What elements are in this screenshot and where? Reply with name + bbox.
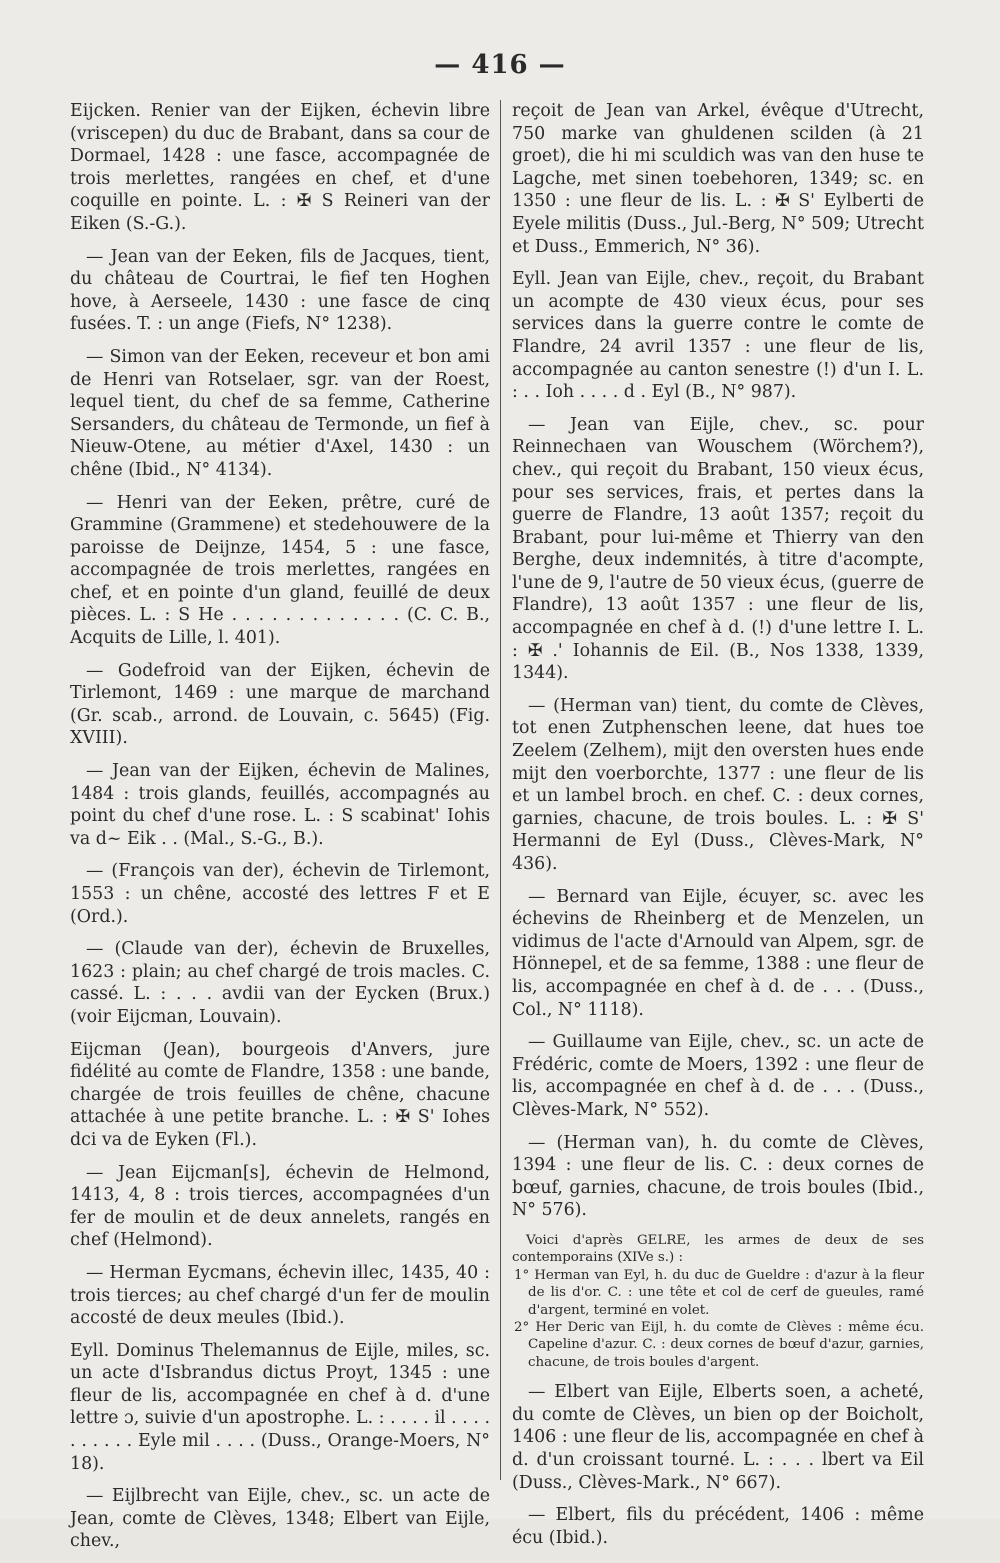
entry-guillaume-van-eijle: — Guillaume van Eijle, chev., sc. un acte de Frédéric, comte de Moers, 1392 : une fleur de lis, accompagnée en chef à d. de . . . (Duss., Clèves-Mark, N° 552). [512,1032,924,1120]
entry-eijcman: Eijcman (Jean), bourgeois d'Anvers, jure fidélité au comte de Flandre, 1358 : une bande, chargée de trois feuilles de chêne, chacune attachée à une petite branche. L. : ✠ S' Iohes dci va de Eyken (Fl.). [70,1039,490,1150]
entry-eijcken: Eijcken. Renier van der Eijken, échevin libre (vriscepen) du duc de Brabant, dans sa cour de Dormael, 1428 : une fasce, accompagnée de trois merlettes, rangées en chef, et d'une coquille en pointe. L. : ✠ S Reineri van der Eiken (S.-G.). [70,101,490,234]
entry-elbert-van-eijle: — Elbert van Eijle, Elberts soen, a acheté, du comte de Clèves, un bien op der Boicholt, 1406 : une fleur de lis, accompagnée en chef à d. d'un croissant tourné. L. : . . . lbert va Eil (Duss., Clèves-Mark., N° 667). [512,1382,924,1493]
entry-herman-eycmans: — Herman Eycmans, échevin illec, 1435, 40 : trois tierces; au chef chargé d'un fer de moulin accosté de deux meules (Ibid.). [70,1262,490,1329]
entry-eyll-thelemannus: Eyll. Dominus Thelemannus de Eijle, miles, sc. un acte d'Isbrandus dictus Proyt, 1345 : une fleur de lis, accompagnée en chef à d. d'une lettre ɔ, suivie d'un apostrophe. L. : . . . . il . . . . . . . . . . Eyle mil . . . . (Duss., Orange-Moers, N° 18). [70,1340,490,1474]
entry-claude-van-der: — (Claude van der), échevin de Bruxelles, 1623 : plain; au chef chargé de trois macles. C. cassé. L. : . . . avdii van der Eycken (Brux.) (voir Eijcman, Louvain). [70,939,490,1027]
gelre-note [512,1232,924,1371]
left-column [70,100,490,1563]
entry-eyll-jean: Eyll. Jean van Eijle, chev., reçoit, du Brabant un acompte de 430 vieux écus, pour ses services dans la guerre contre le comte de Flandre, 24 avril 1357 : une fleur de lis, accompagnée au canton senestre (!) d'un I. L. : . . Ioh . . . . d . Eyl (B., N° 987). [512,269,924,403]
entry-herman-van: — (Herman van) tient, du comte de Clèves, tot enen Zutphenschen leene, dat hues toe Zeelem (Zelhem), mijt den oversten hues ende mijt den voerborchte, 1377 : une fleur de lis et un lambel broch. en chef. C. : deux cornes, garnies, chacune, de trois boules. L. : ✠ S' Hermanni de Eyl (Duss., Clèves-Mark, N° 436). [512,695,924,874]
entry-simon-van-der-eeken: — Simon van der Eeken, receveur et bon ami de Henri van Rotselaer, sgr. van der Roest, lequel tient, du chef de sa femme, Catherine Sersanders, du château de Termonde, un fief à Nieuw-Otene, au métier d'Axel, 1430 : un chêne (Ibid., N° 4134). [70,346,490,480]
entry-godefroid-van-der-eijken: — Godefroid van der Eijken, échevin de Tirlemont, 1469 : une marque de marchand (Gr. scab., arrond. de Louvain, c. 5645) (Fig. XVIII). [70,660,490,749]
note-intro: Voici d'après GELRE, les armes de deux de ses contemporains (XIVe s.) : [512,1232,924,1266]
column-divider [500,100,501,1480]
entry-bernard-van-eijle: — Bernard van Eijle, écuyer, sc. avec les échevins de Rheinberg et de Menzelen, un vidimus de l'acte d'Arnould van Alpem, sgr. de Hönnepel, et de sa femme, 1388 : une fleur de lis, accompagnée en chef à d. de . . . (Duss., Col., N° 1118). [512,886,924,1020]
entry-francois-van-der: — (François van der), échevin de Tirlemont, 1553 : un chêne, accosté des lettres F et E (Ord.). [70,861,490,927]
right-column [512,100,924,1559]
entry-elbert-fils: — Elbert, fils du précédent, 1406 : même écu (Ibid.). [512,1505,924,1548]
entry-continuation: reçoit de Jean van Arkel, évêque d'Utrecht, 750 marke van ghuldenen scilden (à 21 groet), die hi mi sculdich was van den huse te Lagche, met sinen toebehoren, 1349; sc. en 1350 : une fleur de lis. L. : ✠ S' Eylberti de Eyele militis (Duss., Jul.-Berg, N° 509; Utrecht et Duss., Emmerich, N° 36). [512,101,924,257]
note-item-2: 2° Her Deric van Eijl, h. du comte de Clèves : même écu. Capeline d'azur. C. : deux cornes de bœuf d'azur, garnies, chacune, de trois boules d'argent. [514,1319,924,1370]
entry-jean-van-eijle: — Jean van Eijle, chev., sc. pour Reinnechaen van Wouschem (Wörchem?), chev., qui reçoit du Brabant, 150 vieux écus, pour ses services, frais, et pertes dans la guerre de Flandre, 13 août 1357; reçoit du Brabant, pour lui-même et Thierry van den Berghe, deux indemnités, à titre d'acompte, l'une de 9, l'autre de 50 vieux écus, (guerre de Flandre), 13 août 1357 : une fleur de lis, accompagnée en chef à d. (!) d'une lettre I. L. : ✠ .' Iohannis de Eil. (B., Nos 1338, 1339, 1344). [512,414,924,684]
entry-herman-van-1394: — (Herman van), h. du comte de Clèves, 1394 : une fleur de lis. C. : deux cornes de bœuf, garnies, chacune, de trois boules (Ibid., N° 576). [512,1132,924,1221]
entry-jean-eijcman: — Jean Eijcman[s], échevin de Helmond, 1413, 4, 8 : trois tierces, accompagnées d'un fer de moulin et de deux annelets, rangés en chef (Helmond). [70,1162,490,1251]
page-number: — 416 — [434,50,566,80]
entry-henri-van-der-eeken: — Henri van der Eeken, prêtre, curé de Grammine (Grammene) et stedehouwere de la paroisse de Deijnze, 1454, 5 : une fasce, accompagnée de trois merlettes, rangées en chef, et en pointe d'un gland, feuillé de deux pièces. L. : S He . . . . . . . . . . . . . (C. C. B., Acquits de Lille, l. 401). [70,492,490,649]
entry-jean-van-der-eeken: — Jean van der Eeken, fils de Jacques, tient, du château de Courtrai, le fief ten Hoghen hove, à Aerseele, 1430 : une fasce de cinq fusées. T. : un ange (Fiefs, N° 1238). [70,246,490,335]
entry-eijlbrecht-van-eijle: — Eijlbrecht van Eijle, chev., sc. un acte de Jean, comte de Clèves, 1348; Elbert van Eijle, chev., [70,1486,490,1552]
note-item-1: 1° Herman van Eyl, h. du duc de Gueldre : d'azur à la fleur de lis d'or. C. : une tête et col de cerf de gueules, ramé d'argent, terminé en volet. [514,1267,924,1318]
entry-jean-van-der-eijken: — Jean van der Eijken, échevin de Malines, 1484 : trois glands, feuillés, accompagnés au point du chef d'une rose. L. : S scabinat' Iohis va d~ Eik . . (Mal., S.-G., B.). [70,761,490,849]
